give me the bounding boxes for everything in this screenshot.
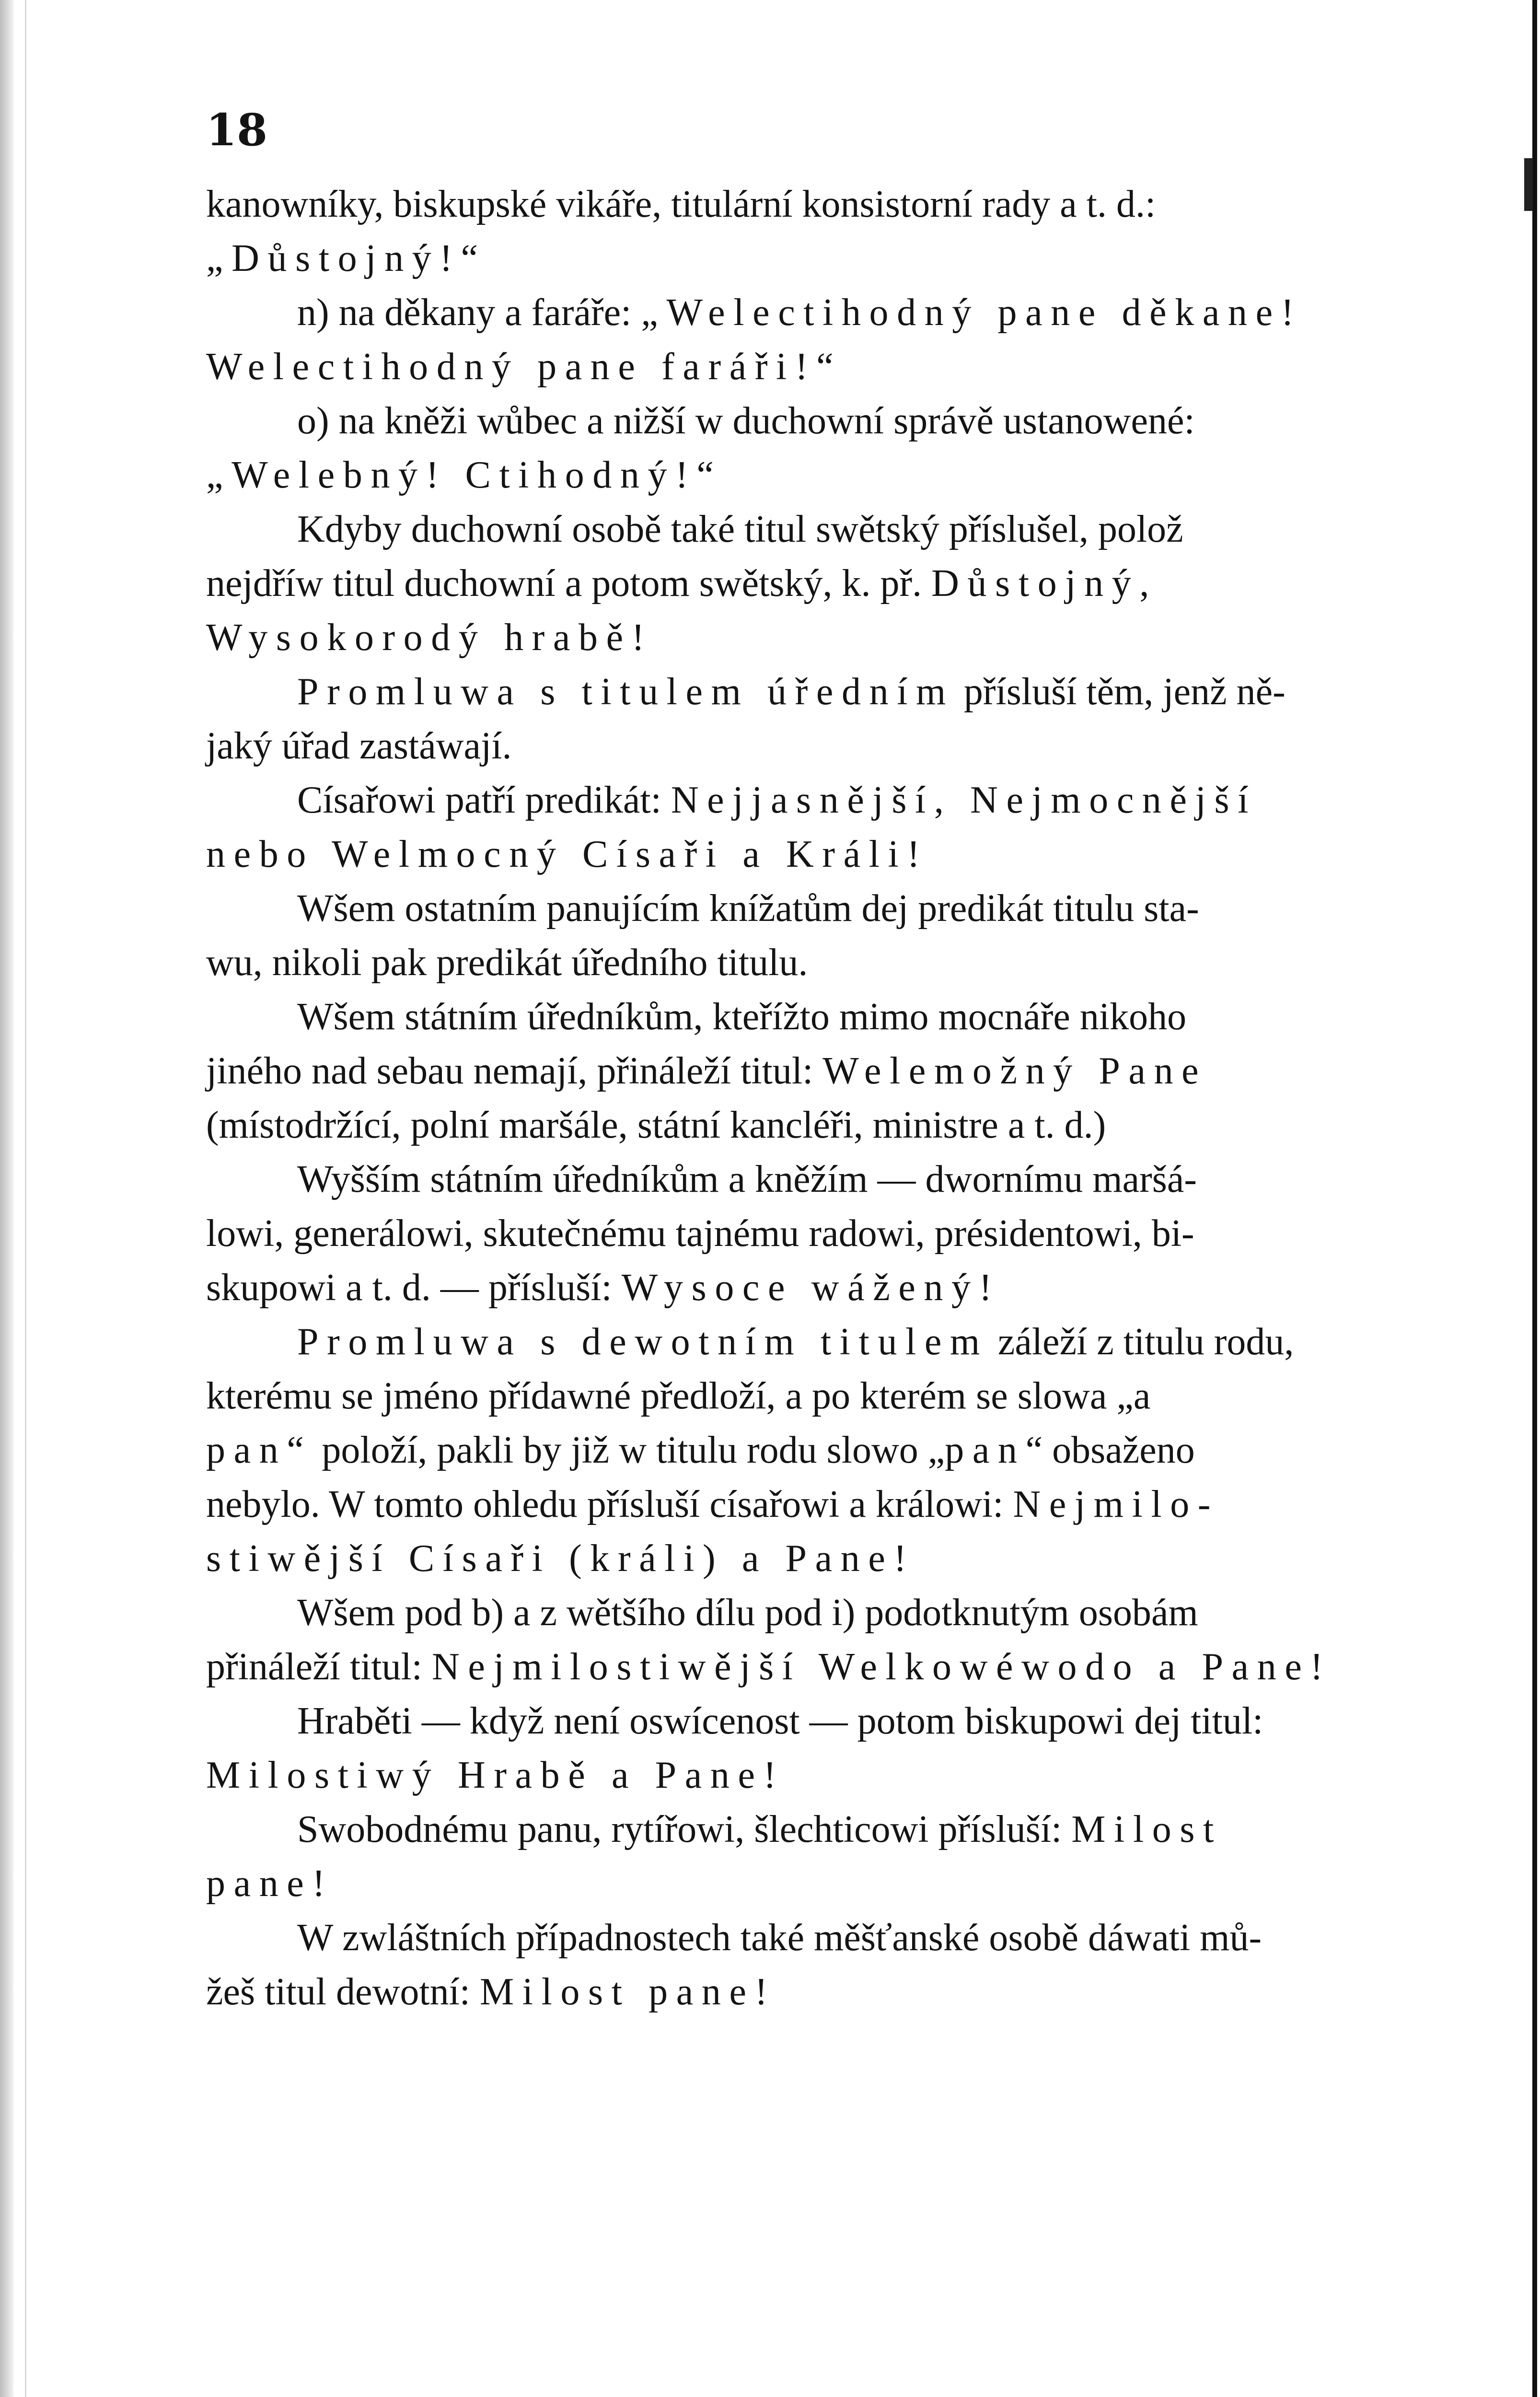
text-line (206, 990, 1395, 1044)
spaced-emphasis-text: pan (945, 1429, 1026, 1471)
text-line (206, 827, 1395, 882)
text-segment: záleží z titulu rodu, (988, 1321, 1294, 1363)
text-segment: n) na děkany a faráře: (297, 291, 641, 334)
text-segment: lowi, generálowi, skutečnému tajnému radowi, présidentowi, bi- (206, 1212, 1194, 1255)
spaced-emphasis-text: pan“ (206, 1429, 313, 1471)
text-line (206, 882, 1395, 936)
text-segment: položí, pakli by již w titulu rodu slowo „ (312, 1429, 945, 1471)
text-line (206, 773, 1395, 827)
spaced-emphasis-text: nebo Welmocný Císaři a Králi! (206, 833, 928, 875)
text-segment: Hraběti — když není oswícenost — potom biskupowi dej titul: (297, 1700, 1263, 1742)
text-segment: (místodržící, polní maršále, státní kancléři, ministre a t. d.) (206, 1104, 1106, 1146)
text-segment: Císařowi patří predikát: (297, 779, 671, 821)
body-text (206, 177, 1395, 2019)
text-line (206, 448, 1395, 502)
text-segment: W zwláštních případnostech také měšťanské osobě dáwati mů- (297, 1917, 1262, 1959)
text-line (206, 1261, 1395, 1315)
text-line (206, 394, 1395, 448)
text-segment: Wyšším státním úředníkům a kněžím — dwornímu maršá- (297, 1158, 1197, 1200)
text-line (206, 1423, 1395, 1478)
spaced-emphasis-text: Milost (1071, 1808, 1222, 1850)
text-segment: jaký úřad zastáwají. (206, 725, 512, 767)
text-line (206, 1911, 1395, 1965)
page-edge-line-left (25, 0, 26, 2397)
spaced-emphasis-text: Wysokorodý hrabě! (206, 617, 653, 659)
page-edge-line-right (1532, 0, 1537, 2397)
text-line (206, 1532, 1395, 1586)
text-line (206, 611, 1395, 665)
text-line (206, 1803, 1395, 1857)
spaced-emphasis-text: Milost pane! (480, 1971, 776, 2013)
spaced-emphasis-text: Welemožný Pane (822, 1050, 1207, 1092)
spaced-emphasis-text: Milostiwý Hrabě a Pane! (206, 1754, 785, 1796)
spaced-emphasis-text: Promluwa s titulem úředním (297, 671, 954, 713)
text-segment: přísluší těm, jenž ně- (954, 671, 1285, 713)
text-line (206, 1478, 1395, 1532)
text-line (206, 340, 1395, 394)
text-segment: nejdříw titul duchowní a potom swětský, k. př. (206, 562, 932, 605)
text-segment: o) na kněži wůbec a nižší w duchowní správě ustanowené: (297, 400, 1195, 442)
text-line (206, 557, 1395, 611)
spaced-emphasis-text: „Welectihodný pane děkane! (641, 291, 1302, 334)
text-segment: přináleží titul: (206, 1646, 432, 1688)
page-edge-mark (1524, 158, 1533, 211)
page-number: 18 (206, 104, 268, 156)
text-line (206, 1152, 1395, 1207)
text-segment: Kdyby duchowní osobě také titul swětský příslušel, polož (297, 508, 1183, 550)
spaced-emphasis-text: Welectihodný pane faráři!“ (206, 346, 842, 388)
text-segment: kanowníky, biskupské vikáře, titulární konsistorní rady a t. d.: (206, 183, 1156, 225)
text-line (206, 1586, 1395, 1640)
text-line (206, 502, 1395, 557)
text-line (206, 665, 1395, 719)
text-line (206, 1748, 1395, 1803)
spaced-emphasis-text: Nejmilostiwější Welkowéwodo a Pane! (431, 1646, 1332, 1688)
text-segment: žeš titul dewotní: (206, 1971, 480, 2013)
text-line (206, 232, 1395, 286)
text-segment: Swobodnému panu, rytířowi, šlechticowi přísluší: (297, 1808, 1072, 1850)
spaced-emphasis-text: „Welebný! Ctihodný!“ (206, 454, 722, 496)
text-line (206, 177, 1395, 232)
text-segment: nebylo. W tomto ohledu přísluší císařowi a králowi: (206, 1483, 1013, 1525)
spaced-emphasis-text: Nejmilo- (1013, 1483, 1219, 1525)
text-line (206, 1207, 1395, 1261)
spaced-emphasis-text: pane! (206, 1862, 334, 1905)
text-line (206, 1640, 1395, 1694)
text-segment: Wšem státním úředníkům, kteřížto mimo mocnáře nikoho (297, 996, 1187, 1038)
text-line (206, 719, 1395, 773)
text-segment: skupowi a t. d. — přísluší: (206, 1267, 622, 1309)
text-line (206, 936, 1395, 990)
text-segment: Wšem pod b) a z wětšího dílu pod i) podotknutým osobám (297, 1592, 1198, 1634)
text-line (206, 1857, 1395, 1911)
text-segment: “ obsaženo (1025, 1429, 1195, 1471)
text-line (206, 1369, 1395, 1423)
text-line (206, 1965, 1395, 2019)
spaced-emphasis-text: Wysoce wážený! (621, 1267, 1000, 1309)
spaced-emphasis-text: „Důstojný!“ (206, 237, 486, 279)
text-line (206, 1098, 1395, 1152)
spaced-emphasis-text: Promluwa s dewotním titulem (297, 1321, 988, 1363)
spaced-emphasis-text: stiwější Císaři (králi) a Pane! (206, 1537, 915, 1580)
text-line (206, 1315, 1395, 1369)
text-segment: wu, nikoli pak predikát úředního titulu. (206, 942, 808, 984)
text-segment: kterému se jméno přídawné předloží, a po kterém se slowa „a (206, 1375, 1151, 1417)
spaced-emphasis-text: Nejjasnější, Nejmocnější (671, 779, 1257, 821)
text-line (206, 286, 1395, 340)
page-edge-shadow (0, 0, 13, 2397)
text-segment: jiného nad sebau nemají, přináleží titul: (206, 1050, 823, 1092)
text-line (206, 1694, 1395, 1748)
spaced-emphasis-text: Důstojný, (931, 562, 1158, 605)
text-line (206, 1044, 1395, 1098)
text-segment: Wšem ostatním panujícím knížatům dej predikát titulu sta- (297, 887, 1199, 930)
